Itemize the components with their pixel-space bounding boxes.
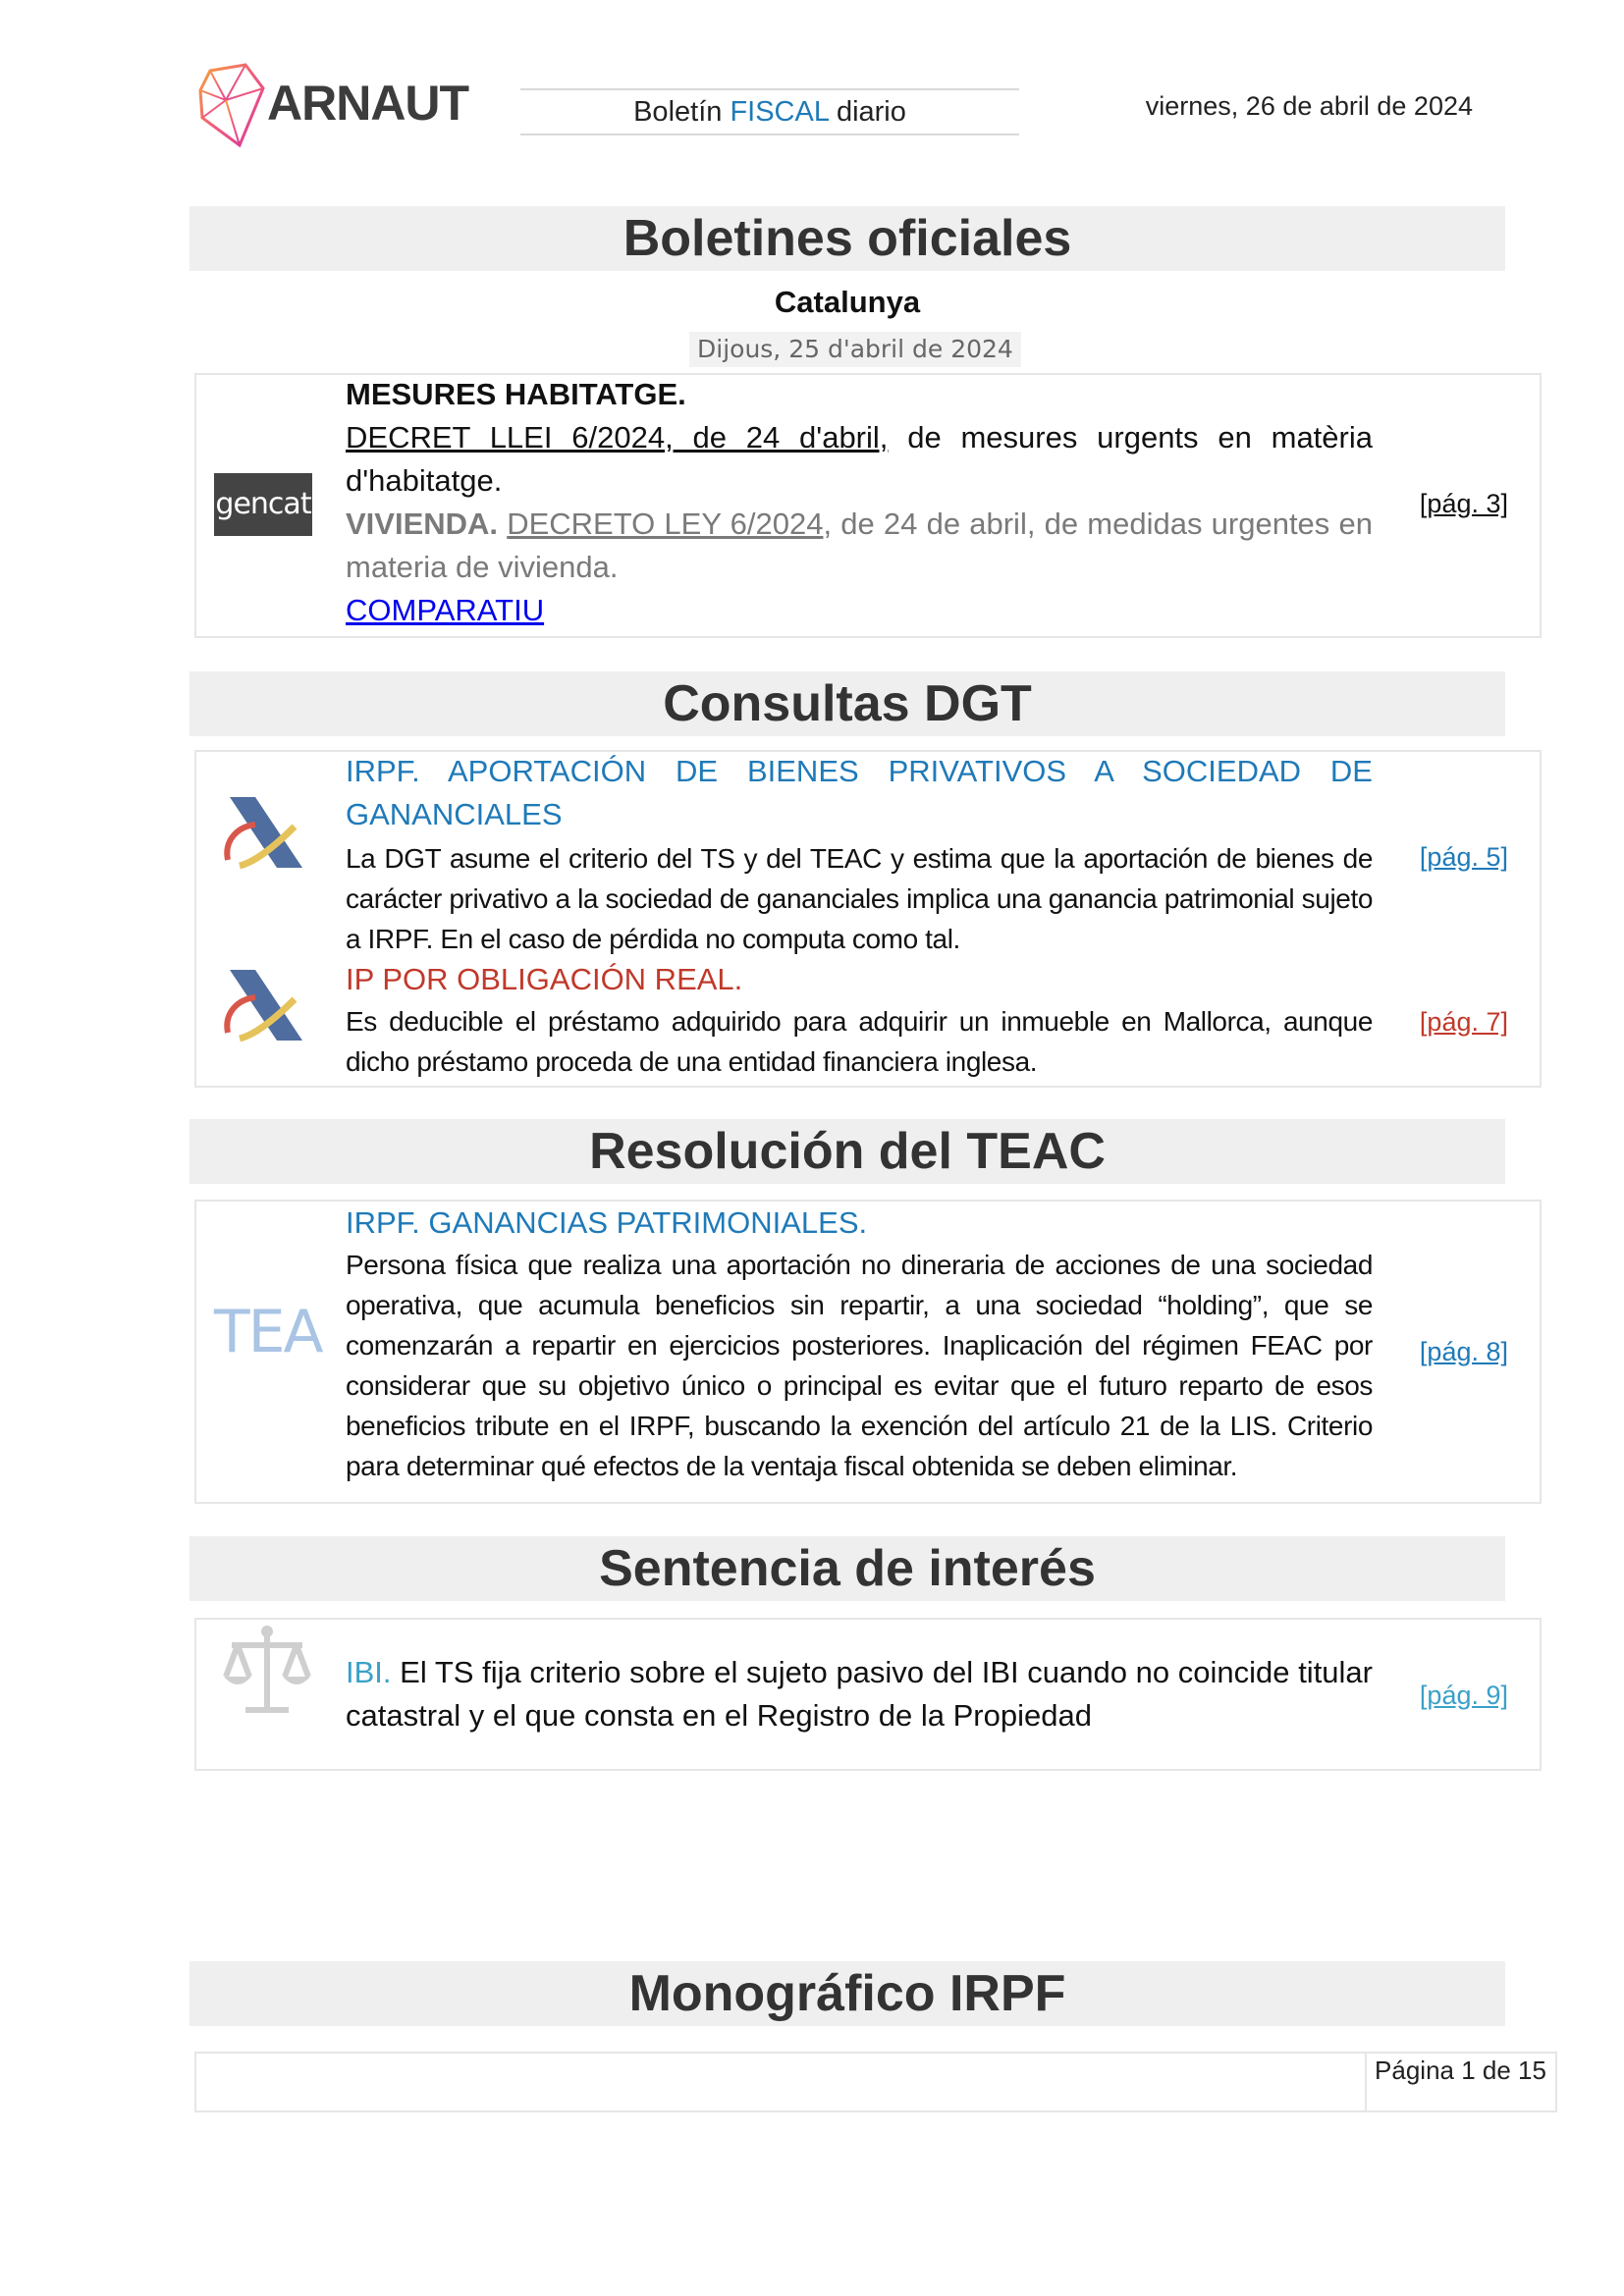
section-title-teac: Resolución del TEAC <box>189 1119 1505 1184</box>
consulta-1-text: La DGT asume el criterio del TS y del TEAC y estima que la aportación de bienes de carácter privativo a la sociedad de gananciales implica una ganancia patrimonial sujeto a IRPF. En el caso de pérdida no computa como tal. <box>346 843 1373 954</box>
decret-link[interactable]: DECRET LLEI 6/2024, de 24 d'abril, <box>346 420 889 454</box>
decreto-text: , de 24 de abril, de medidas urgentes en materia de vivienda. <box>346 507 1373 584</box>
page-ref-consulta-1[interactable]: [pág. 5] <box>1419 842 1508 872</box>
logo-text: ARNAUT <box>267 76 469 131</box>
bulletin-fiscal: FISCAL <box>730 96 829 128</box>
page-number: Página 1 de 15 <box>1375 2056 1546 2085</box>
comparatiu-link[interactable]: COMPARATIU <box>346 593 545 627</box>
bulletin-prefix: Boletín <box>633 96 731 128</box>
tea-logo-icon: TEA <box>214 1298 322 1366</box>
page-ref-consulta-2[interactable]: [pág. 7] <box>1419 1007 1508 1037</box>
boletines-heading: MESURES HABITATGE. <box>346 377 686 411</box>
section-title-monografico: Monográfico IRPF <box>189 1961 1505 2026</box>
issue-date: viernes, 26 de abril de 2024 <box>1145 91 1473 121</box>
footer-divider <box>1365 2052 1367 2112</box>
page-ref-teac[interactable]: [pág. 8] <box>1419 1337 1508 1366</box>
footer-box <box>194 2052 1557 2112</box>
region-subtitle: Catalunya <box>774 285 921 319</box>
sentencia-text: El TS fija criterio sobre el sujeto pasivo del IBI cuando no coincide titular catastral y el que consta en el Registro de la Propiedad <box>346 1655 1373 1733</box>
teac-text: Persona física que realiza una aportación no dineraria de acciones de una sociedad operativa, que acumula beneficios sin repartir, a una sociedad “holding”, que se comenzarán a repartir en ejercicios posteriores. Inaplicación del régimen FEAC por considerar que su objetivo único o principal es evitar que el futuro reparto de esos beneficios tribute en el IRPF, buscando la exención del artículo 21 de la LIS. Criterio para determinar qué efectos de la ventaja fiscal obtenida se deben eliminar. <box>346 1250 1373 1481</box>
section-title-sentencia: Sentencia de interés <box>189 1536 1505 1601</box>
consulta-2-text: Es deducible el préstamo adquirido para adquirir un inmueble en Mallorca, aunque dicho préstamo proceda de una entidad financiera inglesa. <box>346 1006 1373 1077</box>
decret-text: de mesures urgents en matèria d'habitatge. <box>346 420 1373 498</box>
vivienda-label: VIVIENDA. <box>346 507 499 541</box>
arnaut-logo <box>196 61 469 151</box>
section-title-boletines: Boletines oficiales <box>189 206 1505 271</box>
sentencia-label: IBI. <box>346 1655 392 1689</box>
aeat-logo-icon <box>216 791 310 874</box>
sentencia-content <box>346 1651 1373 1737</box>
arnaut-diamond-icon <box>196 61 265 151</box>
bulletin-date: Dijous, 25 d'abril de 2024 <box>689 332 1021 367</box>
page-ref-boletines[interactable]: [pág. 3] <box>1419 489 1508 518</box>
consulta-2-title: IP POR OBLIGACIÓN REAL. <box>346 962 743 996</box>
aeat-logo-icon <box>216 964 310 1046</box>
scales-of-justice-icon <box>218 1622 316 1720</box>
bulletin-suffix: diario <box>828 96 906 128</box>
page-ref-sentencia[interactable]: [pág. 9] <box>1419 1681 1508 1710</box>
teac-title: IRPF. GANANCIAS PATRIMONIALES. <box>346 1205 868 1240</box>
bulletin-title <box>520 88 1019 135</box>
section-title-consultas: Consultas DGT <box>189 671 1505 736</box>
consulta-1-title: IRPF. APORTACIÓN DE BIENES PRIVATIVOS A SOCIEDAD DE GANANCIALES <box>346 754 1373 831</box>
gencat-logo-icon: gencat <box>214 473 312 536</box>
boletines-content <box>346 373 1373 632</box>
decreto-link[interactable]: DECRETO LEY 6/2024 <box>507 507 824 541</box>
